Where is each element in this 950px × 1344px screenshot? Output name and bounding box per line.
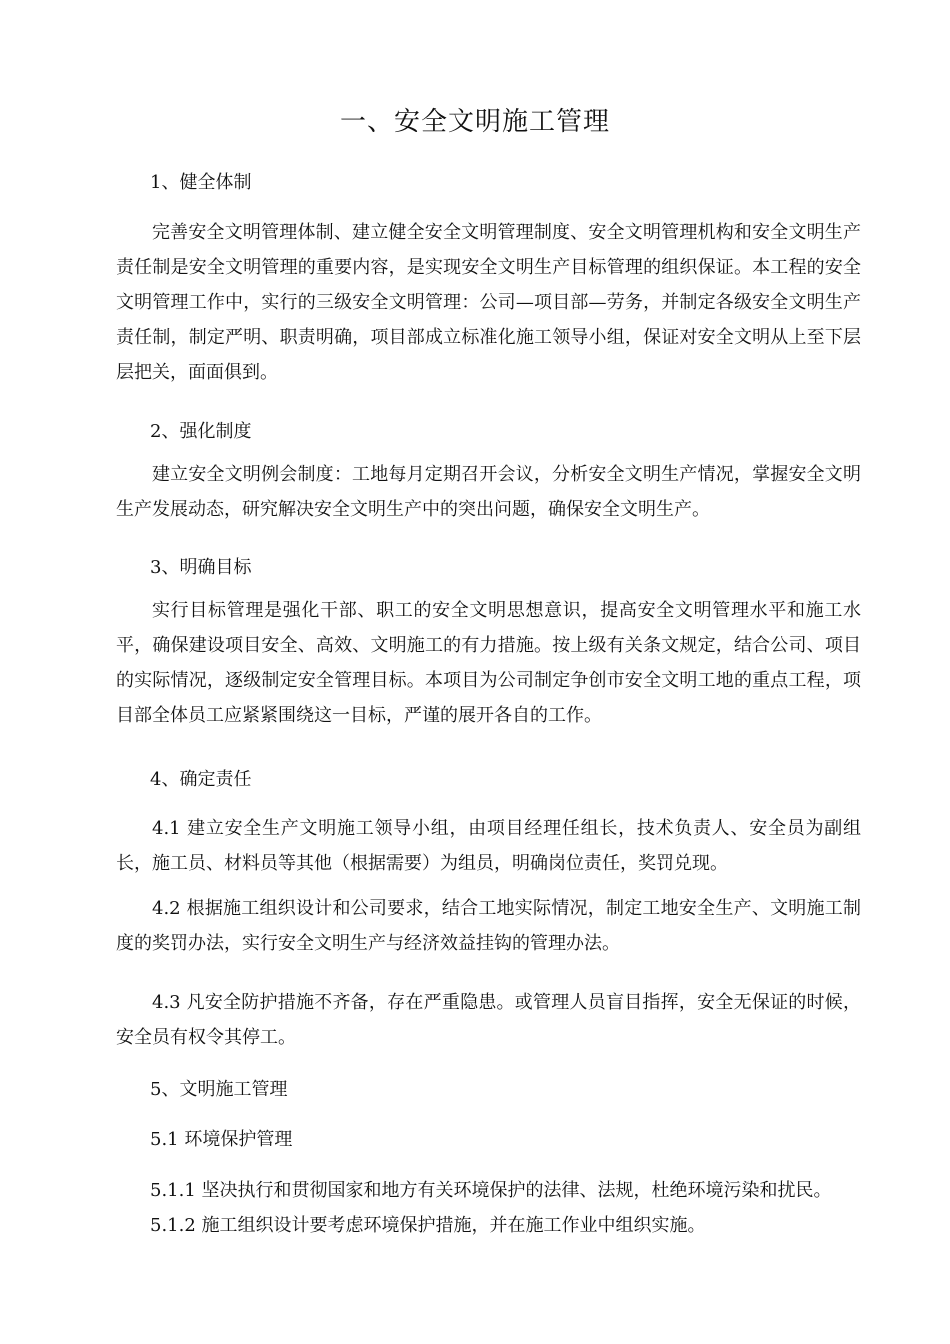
section-heading-1: 1、健全体制 bbox=[150, 172, 252, 193]
section-heading-5: 5、文明施工管理 bbox=[150, 1079, 288, 1100]
document-title: 一、安全文明施工管理 bbox=[339, 107, 610, 137]
section-3-paragraph: 实行目标管理是强化干部、职工的安全文明思想意识，提高安全文明管理水平和施工水平，确保建设项目安全、高效、文明施工的有力措施。按上级有关条文规定，结合公司、项目的实际情况，逐级制定安全管理目标。本项目为公司制定争创市安全文明工地的重点工程，项目部全体员工应紧紧围绕这一目标，严谨的展开各自的工作。 bbox=[116, 600, 861, 726]
section-4-paragraph-4-3: 4.3 凡安全防护措施不齐备，存在严重隐患。或管理人员盲目指挥，安全无保证的时候，安全员有权令其停工。 bbox=[116, 992, 861, 1048]
section-1-paragraph: 完善安全文明管理体制、建立健全安全文明管理制度、安全文明管理机构和安全文明生产责任制是安全文明管理的重要内容，是实现安全文明生产目标管理的组织保证。本工程的安全文明管理工作中，实行的三级安全文明管理：公司—项目部—劳务，并制定各级安全文明生产责任制，制定严明、职责明确，项目部成立标准化施工领导小组，保证对安全文明从上至下层层把关，面面俱到。 bbox=[116, 222, 861, 383]
section-2-paragraph: 建立安全文明例会制度：工地每月定期召开会议，分析安全文明生产情况，掌握安全文明生产发展动态，研究解决安全文明生产中的突出问题，确保安全文明生产。 bbox=[116, 464, 861, 520]
section-heading-4: 4、确定责任 bbox=[150, 769, 252, 790]
subsection-heading-5-1: 5.1 环境保护管理 bbox=[150, 1129, 293, 1150]
section-heading-2: 2、强化制度 bbox=[150, 421, 252, 442]
section-heading-3: 3、明确目标 bbox=[150, 557, 252, 578]
section-4-paragraph-4-2: 4.2 根据施工组织设计和公司要求，结合工地实际情况，制定工地安全生产、文明施工制度的奖罚办法，实行安全文明生产与经济效益挂钩的管理办法。 bbox=[116, 898, 861, 954]
list-item-5-1-1: 5.1.1 坚决执行和贯彻国家和地方有关环境保护的法律、法规，杜绝环境污染和扰民。 bbox=[150, 1180, 832, 1201]
section-4-paragraph-4-1: 4.1 建立安全生产文明施工领导小组，由项目经理任组长，技术负责人、安全员为副组长，施工员、材料员等其他（根据需要）为组员，明确岗位责任，奖罚兑现。 bbox=[116, 818, 861, 874]
list-item-5-1-2: 5.1.2 施工组织设计要考虑环境保护措施，并在施工作业中组织实施。 bbox=[150, 1215, 706, 1236]
